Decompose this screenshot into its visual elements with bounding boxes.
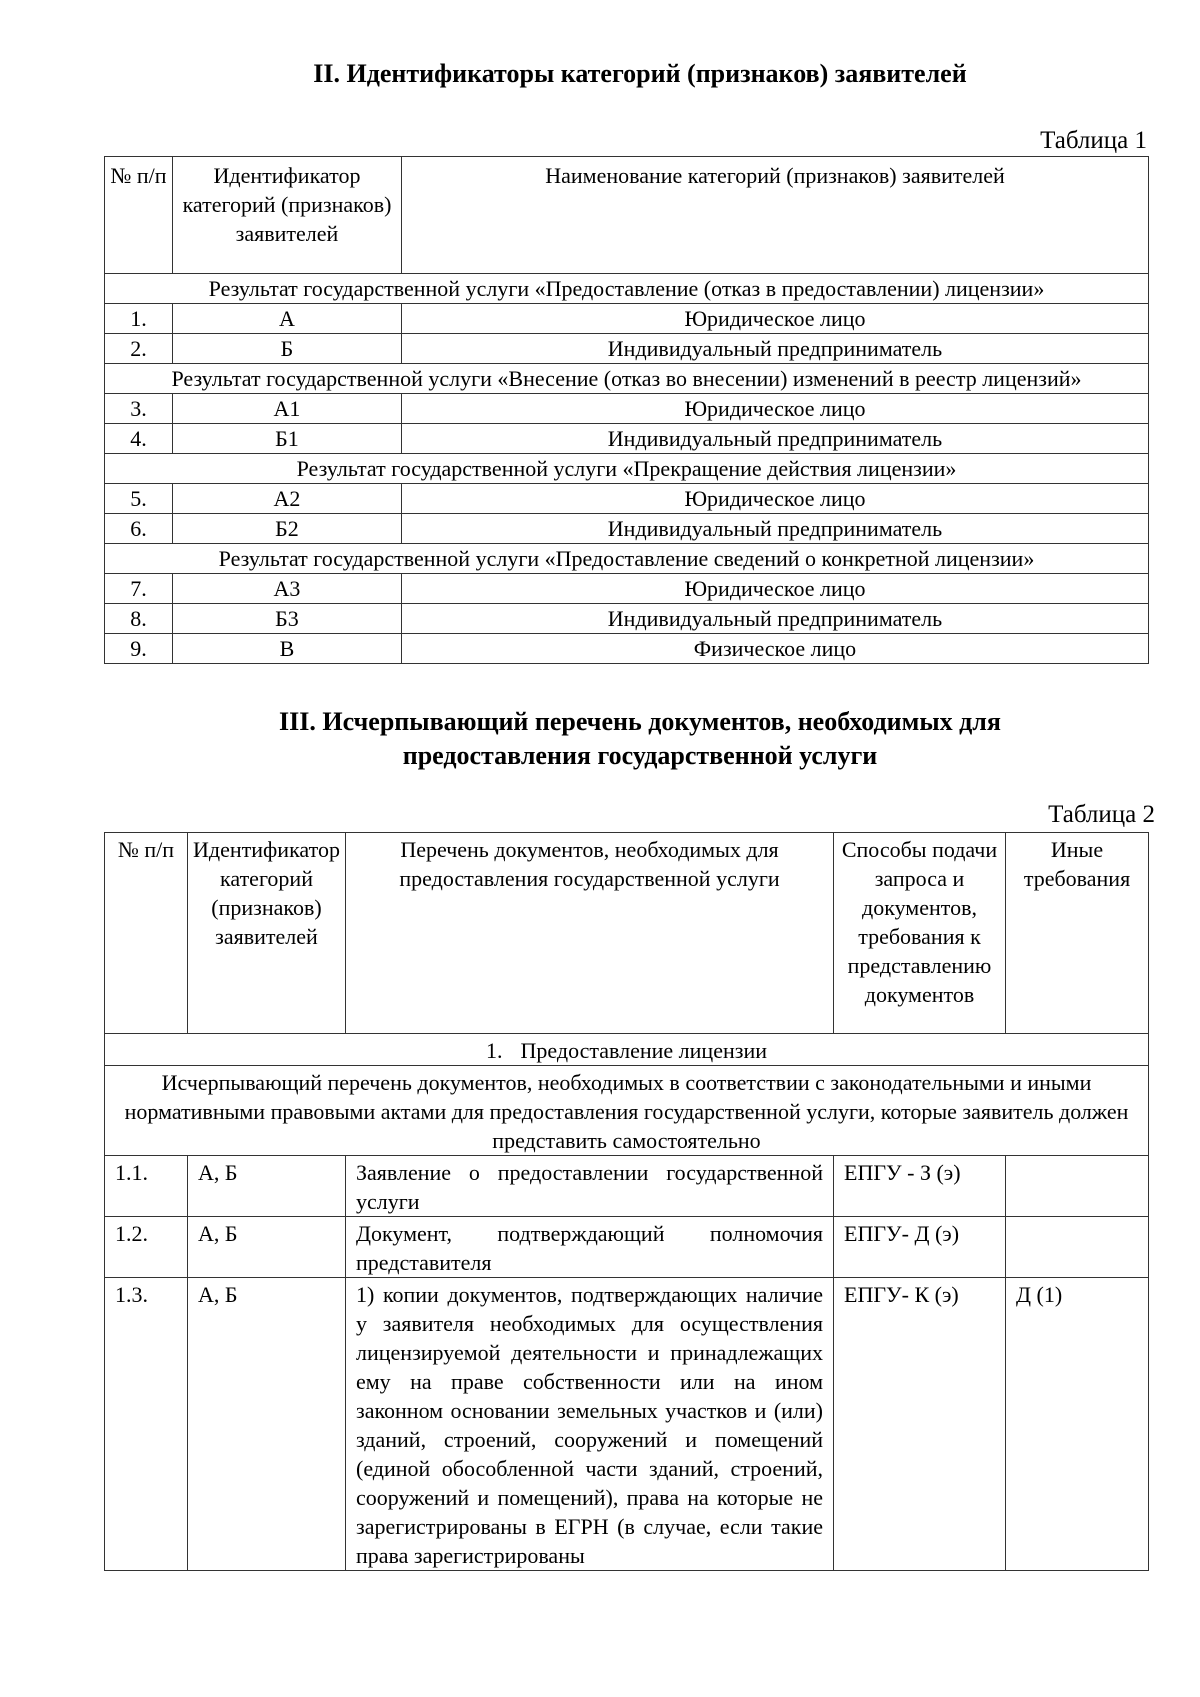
table-row — [105, 574, 1149, 604]
table-row — [105, 1278, 1149, 1571]
row-document: Заявление о предоставлении государственной услуги — [346, 1156, 834, 1217]
row-document: 1) копии документов, подтверждающих наличие у заявителя необходимых для осуществления лицензируемой деятельности и принадлежащих ему на праве собственности или на ином законном основании земельных участков и (или) зданий, строений, сооружений и помещений (единой обособленной части зданий, строений, сооружений и помещений), права на которые не зарегистрированы в ЕГРН (в случае, если такие права зарегистрированы — [346, 1278, 834, 1571]
table-row — [105, 334, 1149, 364]
table-row — [105, 394, 1149, 424]
group-title: Результат государственной услуги «Прекращение действия лицензии» — [105, 454, 1149, 484]
row-id: А1 — [173, 394, 402, 424]
table-header-row — [105, 157, 1149, 274]
table-row — [105, 484, 1149, 514]
column-header-docs: Перечень документов, необходимых для предоставления государственной услуги — [346, 833, 834, 1034]
section-3-heading-line2: предоставления государственной услуги — [402, 741, 878, 770]
subsection-number: 1. — [486, 1038, 503, 1063]
table-row — [105, 1217, 1149, 1278]
row-submission-way: ЕПГУ- К (э) — [834, 1278, 1006, 1571]
subsection-title — [105, 1034, 1149, 1066]
row-num: 1. — [105, 304, 173, 334]
row-document: Документ, подтверждающий полномочия представителя — [346, 1217, 834, 1278]
row-other-requirements — [1006, 1156, 1149, 1217]
row-num: 5. — [105, 484, 173, 514]
row-submission-way: ЕПГУ - З (э) — [834, 1156, 1006, 1217]
row-name: Юридическое лицо — [402, 574, 1149, 604]
row-category: А, Б — [188, 1278, 346, 1571]
row-name: Индивидуальный предприниматель — [402, 514, 1149, 544]
subsection-label: Предоставление лицензии — [520, 1038, 767, 1063]
row-num: 3. — [105, 394, 173, 424]
subsection-note-row — [105, 1066, 1149, 1156]
row-name: Индивидуальный предприниматель — [402, 334, 1149, 364]
row-category: А, Б — [188, 1156, 346, 1217]
table-row — [105, 304, 1149, 334]
table-1-caption: Таблица 1 — [1040, 127, 1147, 154]
row-id: В — [173, 634, 402, 664]
row-id: Б3 — [173, 604, 402, 634]
table-row — [105, 604, 1149, 634]
group-title: Результат государственной услуги «Предоставление сведений о конкретной лицензии» — [105, 544, 1149, 574]
row-name: Юридическое лицо — [402, 484, 1149, 514]
row-num: 1.3. — [105, 1278, 188, 1571]
row-num: 7. — [105, 574, 173, 604]
row-num: 4. — [105, 424, 173, 454]
section-3-heading-line1: III. Исчерпывающий перечень документов, необходимых для — [279, 707, 1001, 736]
row-category: А, Б — [188, 1217, 346, 1278]
row-num: 9. — [105, 634, 173, 664]
row-name: Индивидуальный предприниматель — [402, 604, 1149, 634]
table-header-row — [105, 833, 1149, 1034]
row-id: Б2 — [173, 514, 402, 544]
row-other-requirements: Д (1) — [1006, 1278, 1149, 1571]
table-row — [105, 1156, 1149, 1217]
categories-table — [104, 156, 1149, 664]
row-name: Индивидуальный предприниматель — [402, 424, 1149, 454]
column-header-num: № п/п — [105, 157, 173, 274]
column-header-other: Иные требования — [1006, 833, 1149, 1034]
row-name: Юридическое лицо — [402, 394, 1149, 424]
row-num: 6. — [105, 514, 173, 544]
group-title: Результат государственной услуги «Предоставление (отказ в предоставлении) лицензии» — [105, 274, 1149, 304]
table-row — [105, 634, 1149, 664]
column-header-name: Наименование категорий (признаков) заявителей — [402, 157, 1149, 274]
row-other-requirements — [1006, 1217, 1149, 1278]
subsection-note: Исчерпывающий перечень документов, необходимых в соответствии с законодательными и иными нормативными правовыми актами для предоставления государственной услуги, которые заявитель должен представить самостоятельно — [105, 1066, 1149, 1156]
column-header-id: Идентификатор категорий (признаков) заявителей — [173, 157, 402, 274]
row-name: Юридическое лицо — [402, 304, 1149, 334]
row-num: 1.1. — [105, 1156, 188, 1217]
section-3-heading — [130, 705, 1150, 773]
column-header-id: Идентификатор категорий (признаков) заявителей — [188, 833, 346, 1034]
documents-table — [104, 832, 1149, 1571]
group-row — [105, 364, 1149, 394]
row-id: Б1 — [173, 424, 402, 454]
row-name: Физическое лицо — [402, 634, 1149, 664]
row-id: А2 — [173, 484, 402, 514]
column-header-num: № п/п — [105, 833, 188, 1034]
group-row — [105, 454, 1149, 484]
row-id: А — [173, 304, 402, 334]
table-row — [105, 514, 1149, 544]
row-num: 8. — [105, 604, 173, 634]
row-submission-way: ЕПГУ- Д (э) — [834, 1217, 1006, 1278]
column-header-ways: Способы подачи запроса и документов, требования к представлению документов — [834, 833, 1006, 1034]
group-row — [105, 274, 1149, 304]
group-row — [105, 544, 1149, 574]
group-title: Результат государственной услуги «Внесение (отказ во внесении) изменений в реестр лицензий» — [105, 364, 1149, 394]
row-num: 1.2. — [105, 1217, 188, 1278]
table-2-caption: Таблица 2 — [1048, 801, 1155, 828]
subsection-row — [105, 1034, 1149, 1066]
section-2-heading: II. Идентификаторы категорий (признаков) заявителей — [313, 59, 967, 88]
row-num: 2. — [105, 334, 173, 364]
row-id: А3 — [173, 574, 402, 604]
table-row — [105, 424, 1149, 454]
row-id: Б — [173, 334, 402, 364]
